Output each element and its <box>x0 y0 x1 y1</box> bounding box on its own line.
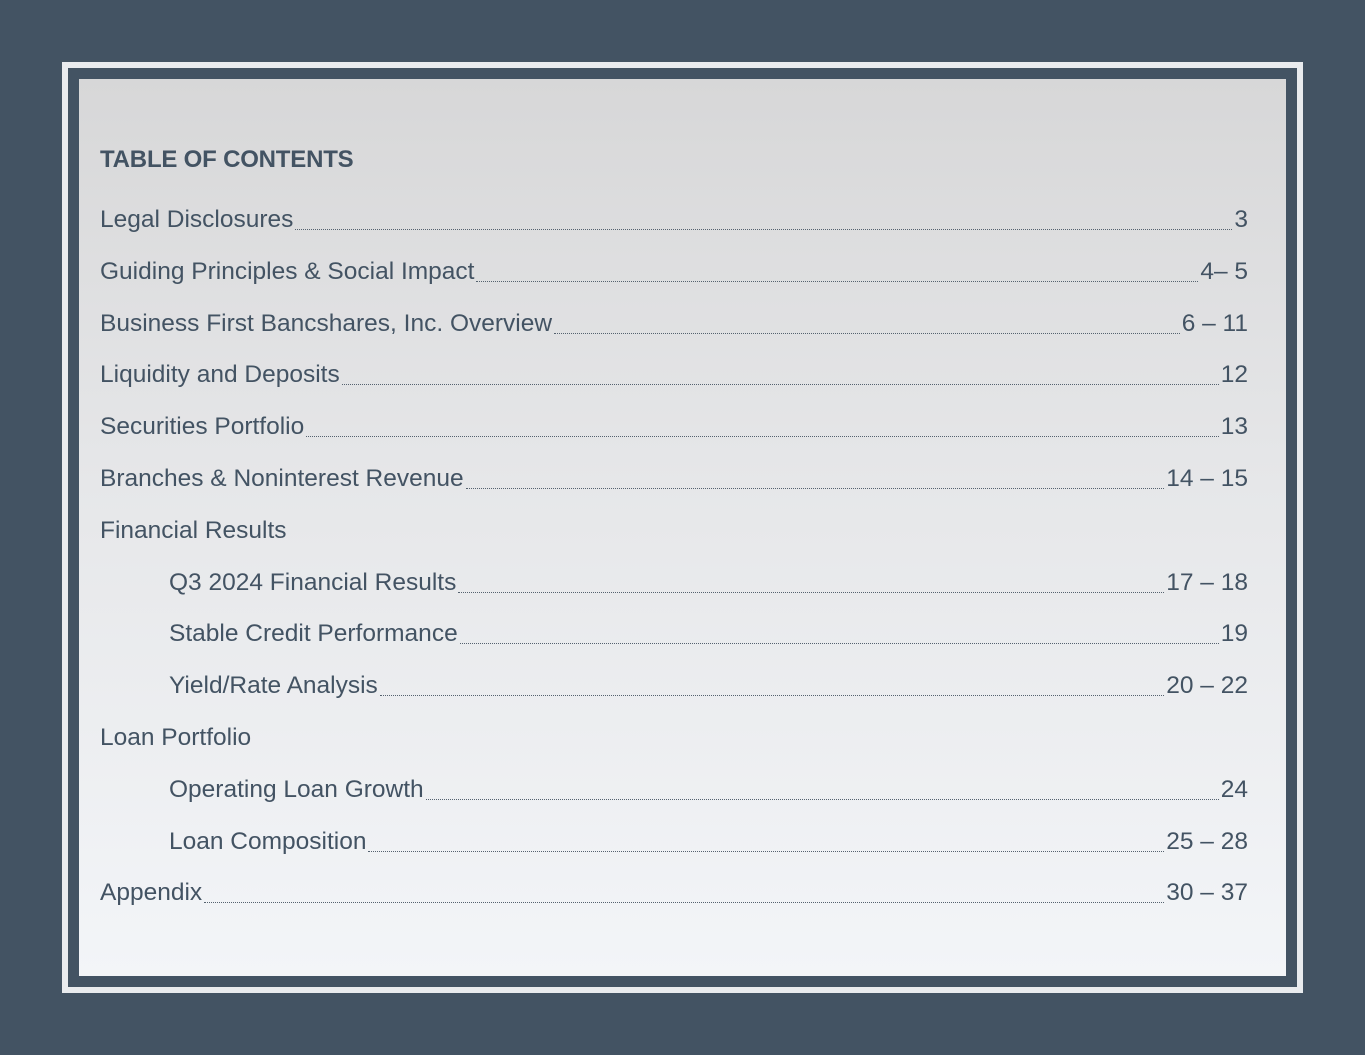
dot-leader <box>204 878 1164 903</box>
toc-entry-label: Yield/Rate Analysis <box>169 672 378 700</box>
dot-leader <box>295 205 1232 230</box>
toc-entry-yield-rate-analysis[interactable] <box>100 671 1248 723</box>
toc-entry-label: Guiding Principles & Social Impact <box>100 257 475 285</box>
dot-leader <box>476 257 1198 282</box>
dot-leader <box>368 827 1164 852</box>
toc-entry-label: Stable Credit Performance <box>169 620 458 648</box>
toc-entry-q3-financial-results[interactable] <box>100 568 1248 620</box>
toc-entry-page: 20 – 22 <box>1166 672 1248 700</box>
toc-entry-label: Liquidity and Deposits <box>100 361 340 389</box>
dot-leader <box>342 360 1219 385</box>
toc-entry-page: 19 <box>1220 620 1248 648</box>
toc-entry-page: 14 – 15 <box>1166 464 1248 492</box>
toc-entry-guiding-principles[interactable] <box>100 257 1248 309</box>
toc-entry-label: Loan Composition <box>169 827 367 855</box>
toc-entry-page: 4– 5 <box>1200 257 1248 285</box>
toc-entry-label: Legal Disclosures <box>100 206 294 233</box>
toc-entry-page: 3 <box>1234 206 1248 233</box>
toc-section-label: Financial Results <box>100 516 287 544</box>
toc-entry-page: 24 <box>1220 775 1248 803</box>
toc-section-label: Loan Portfolio <box>100 723 252 751</box>
toc-heading: TABLE OF CONTENTS <box>100 146 354 173</box>
toc-entry-page: 30 – 37 <box>1166 879 1248 907</box>
toc-section-financial-results[interactable] <box>100 516 1248 568</box>
toc-entry-label: Branches & Noninterest Revenue <box>100 464 464 492</box>
dot-leader <box>466 464 1165 489</box>
toc-entry-label: Appendix <box>100 879 203 907</box>
toc-entry-label: Business First Bancshares, Inc. Overview <box>100 309 553 337</box>
dot-leader <box>554 309 1180 334</box>
toc-entry-page: 13 <box>1220 413 1248 441</box>
toc-entry-label: Securities Portfolio <box>100 413 305 441</box>
toc-entry-loan-composition[interactable] <box>100 827 1248 879</box>
toc-entry-appendix[interactable] <box>100 878 1248 930</box>
dot-leader <box>458 568 1164 593</box>
toc-entry-page: 12 <box>1220 361 1248 389</box>
toc-entry-branches-revenue[interactable] <box>100 464 1248 516</box>
toc-section-loan-portfolio[interactable] <box>100 723 1248 775</box>
dot-leader <box>306 412 1218 437</box>
dot-leader <box>380 671 1164 696</box>
toc-entry-page: 17 – 18 <box>1166 568 1248 596</box>
dot-leader <box>460 619 1219 644</box>
toc-entry-legal-disclosures[interactable] <box>100 205 1248 257</box>
toc-entry-label: Operating Loan Growth <box>169 775 424 803</box>
toc-entry-page: 25 – 28 <box>1166 827 1248 855</box>
toc-list <box>100 205 1248 930</box>
toc-entry-operating-loan-growth[interactable] <box>100 775 1248 827</box>
toc-entry-company-overview[interactable] <box>100 309 1248 361</box>
dot-leader <box>426 775 1219 800</box>
toc-entry-page: 6 – 11 <box>1181 309 1248 337</box>
toc-entry-credit-performance[interactable] <box>100 619 1248 671</box>
toc-entry-securities-portfolio[interactable] <box>100 412 1248 464</box>
toc-entry-liquidity-deposits[interactable] <box>100 360 1248 412</box>
toc-entry-label: Q3 2024 Financial Results <box>169 568 457 596</box>
